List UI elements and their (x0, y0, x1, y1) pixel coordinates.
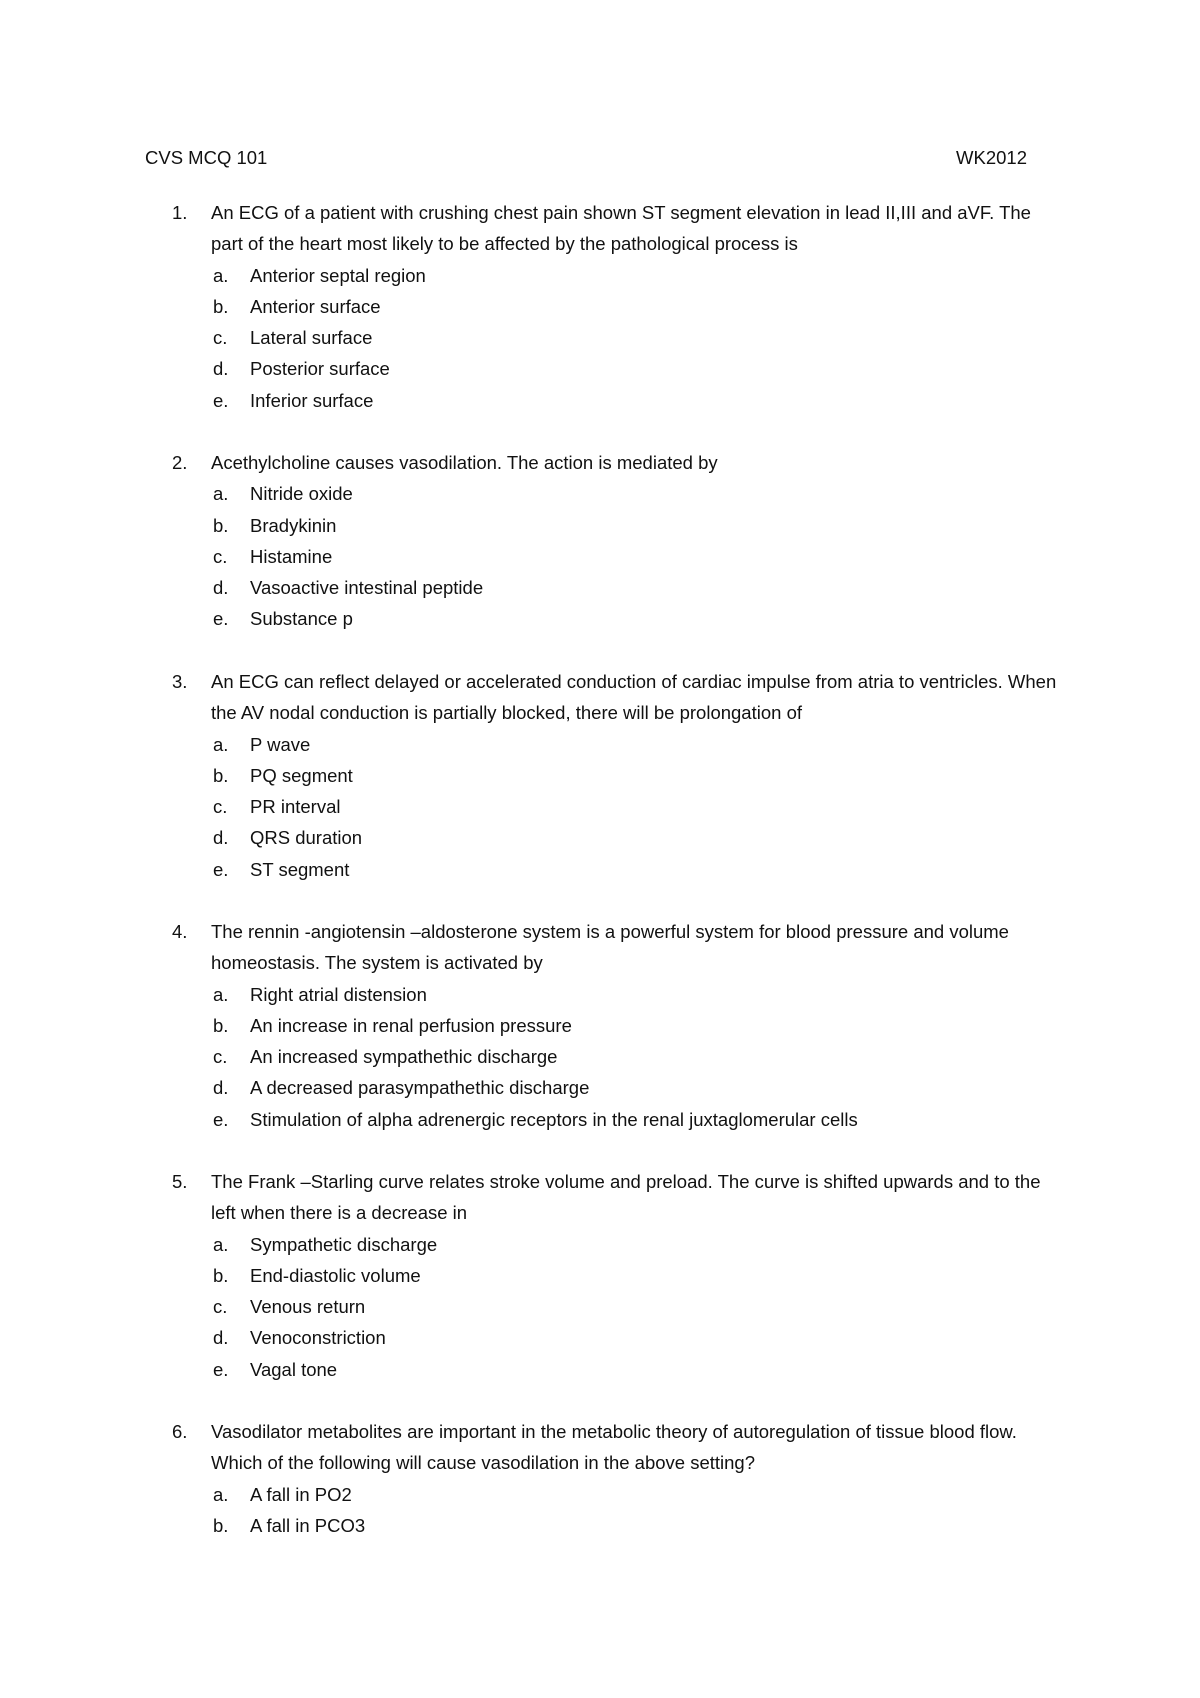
header-course-title: CVS MCQ 101 (145, 147, 268, 168)
option-text: Lateral surface (250, 327, 373, 349)
option-c (0, 541, 1200, 572)
option-list (0, 1479, 1200, 1542)
option-letter: a. (213, 733, 229, 755)
question-3 (0, 666, 1200, 885)
option-text: Vasoactive intestinal peptide (250, 577, 484, 599)
question-stem: The Frank –Starling curve relates stroke volume and preload. The curve is shifted upwards and to the left when there is a decrease in (211, 1171, 1041, 1224)
option-e (0, 854, 1200, 885)
option-text: QRS duration (250, 827, 363, 849)
option-letter: c. (213, 1296, 228, 1318)
option-text: A decreased parasympathethic discharge (250, 1077, 590, 1099)
option-text: An increase in renal perfusion pressure (250, 1014, 572, 1036)
option-b (0, 1010, 1200, 1041)
option-list (0, 979, 1200, 1135)
option-a (0, 260, 1200, 291)
option-b (0, 760, 1200, 791)
question-6 (0, 1416, 1200, 1541)
option-text: Right atrial distension (250, 983, 427, 1005)
option-letter: a. (213, 483, 229, 505)
option-d (0, 822, 1200, 853)
option-text: Anterior septal region (250, 264, 426, 286)
question-stem: Acethylcholine causes vasodilation. The action is mediated by (211, 452, 718, 473)
option-text: Venous return (250, 1296, 366, 1318)
question-number: 1. (172, 202, 188, 223)
option-text: Bradykinin (250, 514, 337, 536)
option-letter: b. (213, 1514, 229, 1536)
option-letter: b. (213, 1264, 229, 1286)
option-list (0, 478, 1200, 634)
option-letter: a. (213, 264, 229, 286)
option-letter: a. (213, 1483, 229, 1505)
option-e (0, 1354, 1200, 1385)
option-d (0, 1322, 1200, 1353)
question-number: 6. (172, 1421, 188, 1442)
option-text: Sympathetic discharge (250, 1233, 438, 1255)
question-number: 2. (172, 452, 188, 473)
option-text: Vagal tone (250, 1358, 338, 1380)
question-number: 4. (172, 921, 188, 942)
option-letter: b. (213, 764, 229, 786)
option-c (0, 791, 1200, 822)
option-letter: b. (213, 1014, 229, 1036)
option-letter: c. (213, 327, 228, 349)
option-letter: e. (213, 1108, 229, 1130)
question-stem: An ECG can reflect delayed or accelerated conduction of cardiac impulse from atria to ventricles. When the AV nodal conduction is partially blocked, there will be prolongation of (211, 671, 1057, 724)
option-e (0, 1104, 1200, 1135)
option-text: Histamine (250, 545, 333, 567)
option-letter: e. (213, 858, 229, 880)
option-text: A fall in PO2 (250, 1483, 352, 1505)
question-stem: Vasodilator metabolites are important in the metabolic theory of autoregulation of tissue blood flow. Which of the following will cause vasodilation in the above setting? (211, 1421, 1017, 1474)
question-1 (0, 197, 1200, 416)
option-text: An increased sympathethic discharge (250, 1046, 558, 1068)
option-text: Stimulation of alpha adrenergic receptors in the renal juxtaglomerular cells (250, 1108, 858, 1130)
option-text: Anterior surface (250, 295, 381, 317)
option-letter: d. (213, 358, 229, 380)
question-number: 5. (172, 1171, 188, 1192)
option-letter: e. (213, 608, 229, 630)
option-text: PQ segment (250, 764, 353, 786)
option-a (0, 729, 1200, 760)
option-list (0, 729, 1200, 885)
option-letter: c. (213, 796, 228, 818)
option-text: P wave (250, 733, 311, 755)
option-c (0, 1041, 1200, 1072)
option-letter: b. (213, 295, 229, 317)
option-text: Inferior surface (250, 389, 374, 411)
question-stem: The rennin -angiotensin –aldosterone system is a powerful system for blood pressure and volume homeostasis. The system is activated by (211, 921, 1009, 974)
option-text: Substance p (250, 608, 353, 630)
option-list (0, 260, 1200, 416)
option-e (0, 603, 1200, 634)
option-b (0, 1510, 1200, 1541)
option-e (0, 385, 1200, 416)
option-letter: a. (213, 1233, 229, 1255)
option-text: Nitride oxide (250, 483, 353, 505)
question-stem: An ECG of a patient with crushing chest pain shown ST segment elevation in lead II,III and aVF. The part of the heart most likely to be affected by the pathological process is (211, 202, 1031, 255)
option-b (0, 510, 1200, 541)
option-text: ST segment (250, 858, 350, 880)
option-list (0, 1229, 1200, 1385)
option-d (0, 572, 1200, 603)
option-text: Posterior surface (250, 358, 390, 380)
option-letter: d. (213, 827, 229, 849)
option-a (0, 979, 1200, 1010)
question-number: 3. (172, 671, 188, 692)
option-b (0, 1260, 1200, 1291)
option-text: PR interval (250, 796, 341, 818)
option-a (0, 1229, 1200, 1260)
question-4 (0, 916, 1200, 1135)
option-letter: d. (213, 577, 229, 599)
option-text: A fall in PCO3 (250, 1514, 366, 1536)
header-code: WK2012 (956, 147, 1027, 168)
option-text: End-diastolic volume (250, 1264, 421, 1286)
option-d (0, 1072, 1200, 1103)
option-d (0, 353, 1200, 384)
option-c (0, 322, 1200, 353)
question-5 (0, 1166, 1200, 1385)
option-letter: e. (213, 389, 229, 411)
option-letter: c. (213, 1046, 228, 1068)
option-a (0, 478, 1200, 509)
option-b (0, 291, 1200, 322)
option-letter: b. (213, 514, 229, 536)
option-text: Venoconstriction (250, 1327, 386, 1349)
option-letter: a. (213, 983, 229, 1005)
question-2 (0, 447, 1200, 635)
option-letter: d. (213, 1077, 229, 1099)
option-letter: e. (213, 1358, 229, 1380)
option-letter: d. (213, 1327, 229, 1349)
option-a (0, 1479, 1200, 1510)
option-letter: c. (213, 545, 228, 567)
option-c (0, 1291, 1200, 1322)
